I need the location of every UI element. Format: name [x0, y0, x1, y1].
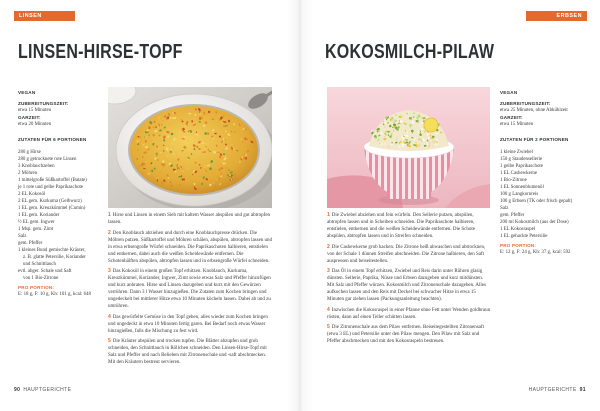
- chapter-tab-erbsen: ERBSEN: [526, 11, 587, 21]
- step-text: Inzwischen die Kokosraspel in einer Pfanne ohne Fett unter Wenden goldbraun rösten, dann auf einen Teller schütten lassen.: [327, 307, 491, 320]
- food-piece: [239, 161, 241, 163]
- ingredient-item: [500, 170, 592, 177]
- ingredient-item: [18, 163, 106, 170]
- food-piece: [172, 117, 175, 119]
- ingredient-line: je 1 rote und gelbe Paprikaschote: [18, 185, 84, 190]
- ingredient-item: [18, 205, 106, 212]
- food-piece: [223, 153, 225, 155]
- prep-time-label: ZUBEREITUNGSZEIT:: [18, 101, 69, 106]
- food-piece: [406, 135, 408, 138]
- food-piece: [396, 138, 398, 140]
- food-piece: [198, 148, 200, 149]
- step-text: Die Zitronenschale aus dem Pilaw entfernen. Beiseitegestellten Zitronensaft (etwa 3 EL) und Petersilie unter den Pilaw mengen. Den Pilaw mit Salz und Pfeffer abschmecken und mit den Kokosraspeln bestreuen.: [327, 325, 484, 344]
- step-text: Die Cashewkerne grob hacken. Die Zitrone heiß abwaschen und abtrocknen, von der Schale 1 dünnen Streifen abschneiden. Die Zitrone halbieren, den Saft auspressen und beiseitestellen.: [327, 244, 486, 264]
- food-piece: [384, 119, 386, 121]
- food-piece: [209, 167, 212, 170]
- coconut-pilaf-photo: [327, 87, 490, 208]
- ingredient-item: [18, 184, 106, 191]
- food-piece: [413, 116, 415, 118]
- food-piece: [383, 138, 386, 141]
- ingredient-line: 2 Möhren: [18, 171, 38, 176]
- ingredient-line: 2 EL Kokosöl: [18, 192, 46, 197]
- ingredient-line: 280 g Hirse: [18, 150, 41, 155]
- food-piece: [207, 132, 209, 135]
- ingredient-item: [500, 212, 592, 219]
- step-text: Das Öl in einem Topf erhitzen, Zwiebel und Reis darin unter Rühren glasig dünsten. Sellerie, Paprika, Nüsse und Erbsen dazugeben und kurz mitdünsten. Mit Salz und Pfeffer würzen. Kokosmilch und Zitronenschale dazugeben. Alles aufkochen lassen und den Reis mit Deckel bei schwacher Hitze in etwa 15 Minuten gar ziehen lassen (Packungsanleitung beachten).: [327, 269, 486, 302]
- ingredient-item: [18, 156, 106, 163]
- ingredient-line: 1 kleines Bund gemischte Kräuter,: [18, 248, 86, 253]
- food-piece: [236, 150, 238, 151]
- ingredient-item: [500, 191, 592, 198]
- cook-time-label: GARZEIT:: [500, 115, 523, 120]
- prep-time-value: etwa 15 Minuten: [18, 108, 52, 113]
- ingredient-item: [500, 219, 592, 226]
- ingredient-line: 1 EL gem. Koriander: [18, 213, 60, 218]
- step-number: 1: [108, 212, 111, 218]
- step-text: Den Knoblauch abziehen und durch eine Knoblauchpresse drücken. Die Möhren putzen. Süßkartoffel und Möhren schälen, abspülen, abtropfen lassen und in etwa erbsengroße Würfel schneiden. Die Paprikaschoten halbieren, entstielen und entkernen, dabei auch die weißen Scheidewände entfernen. Die Schotenhälften abspülen, abtropfen lassen und in erbsengroße Würfel schneiden.: [108, 230, 273, 264]
- step-number: 4: [327, 306, 330, 313]
- food-piece: [212, 182, 213, 183]
- food-piece: [147, 173, 150, 175]
- ingredient-item: [500, 156, 592, 163]
- food-piece: [211, 119, 214, 120]
- ingredient-item: [18, 247, 106, 268]
- chapter-tab-linsen: LINSEN: [14, 11, 75, 21]
- nutrition-value: E: 18 g, F: 10 g, Kh: 101 g, kcal: 648: [18, 292, 91, 297]
- step-text: Das gewürfelte Gemüse in den Topf geben, alles wieder zum Kochen bringen und ungedeckt in etwa 10 Minuten fertig garen. Bei Bedarf noch etwas Wasser hinzugießen, falls die Mischung zu fest wird.: [108, 314, 268, 334]
- lentil-millet-stew-photo: [108, 87, 272, 208]
- nutrition-value: E: 12 g, F: 24 g, Kh: 37 g, kcal: 592: [500, 250, 571, 255]
- ingredient-item: [18, 177, 106, 184]
- food-piece: [202, 152, 203, 153]
- ingredient-line: evtl. abger. Schale und Saft: [18, 269, 72, 274]
- ingredient-item: [500, 163, 592, 170]
- recipe-step: [108, 338, 273, 366]
- recipe-step: [327, 307, 491, 321]
- food-piece: [225, 130, 226, 132]
- ingredient-line: 1 EL Kokosraspel: [500, 227, 536, 232]
- diet-label: VEGAN: [500, 90, 518, 95]
- ingredient-item: [18, 219, 106, 226]
- recipe-title-kokosmilch-pilaw: KOKOSMILCH-PILAW: [325, 41, 495, 63]
- step-text: Hirse und Linsen in einem Sieb mit kaltem Wasser abspülen und gut abtropfen lassen.: [108, 213, 271, 225]
- food-piece: [158, 135, 160, 137]
- food-piece: [169, 120, 171, 121]
- ingredient-item: [18, 191, 106, 198]
- food-piece: [226, 167, 227, 168]
- ingredient-item: [500, 177, 592, 184]
- prep-time-label: ZUBEREITUNGSZEIT:: [500, 101, 551, 106]
- section-name: HAUPTGERICHTE: [528, 387, 577, 393]
- food-piece: [182, 179, 185, 181]
- step-number: 1: [327, 212, 330, 218]
- ingredient-line: Salz: [18, 234, 27, 239]
- ingredient-item: [18, 268, 106, 282]
- ingredient-list: [18, 149, 106, 282]
- food-piece: [171, 133, 174, 135]
- step-text: Das Kokosöl in einem großen Topf erhitzen. Knoblauch, Kurkuma, Kreuzkümmel, Koriander, Ingwer, Zimt sowie etwas Salz und Pfeffer hinzufügen und kurz anbraten. Hirse und Linsen dazugeben und kurz mit den Gewürzen verrühren. Dann 3 l Wasser hinzugießen. Die Zutaten zum Kochen bringen und ungedeckelt bei mittlerer Hitze etwa 10 Minuten köcheln lassen. Dabei ab und zu umrühren.: [108, 269, 271, 309]
- ingredient-list: [500, 149, 592, 240]
- ingredient-line: von 1 Bio-Zitrone: [23, 276, 59, 281]
- page-footer-right: [529, 386, 586, 394]
- ingredient-line: gem. Pfeffer: [500, 213, 525, 218]
- recipe-step: [108, 314, 273, 335]
- prep-time-value: etwa 25 Minuten, ohne Abkühlzeit: [500, 108, 568, 113]
- cook-time-value: etwa 15 Minuten: [500, 122, 534, 127]
- bowl-foot: [387, 190, 431, 199]
- recipe-step: [108, 212, 273, 226]
- food-piece: [161, 182, 163, 185]
- step-number: 2: [327, 243, 330, 250]
- ingredient-line: 1 EL Cashewkerne: [500, 171, 538, 176]
- food-piece: [169, 163, 172, 165]
- ingredient-line: 1 EL Sonnenblumenöl: [500, 185, 544, 190]
- ingredient-line: 100 g Langkornreis: [500, 192, 539, 197]
- lemon-slice: [424, 118, 438, 132]
- ingredient-line: 100 g Erbsen (TK oder frisch gepalt): [500, 199, 573, 204]
- food-piece: [410, 125, 411, 128]
- food-piece: [391, 133, 393, 135]
- ingredient-item: [18, 226, 106, 233]
- section-name: HAUPTGERICHTE: [23, 387, 72, 393]
- ingredient-item: [18, 170, 106, 177]
- page-number: 91: [579, 387, 586, 393]
- step-number: 4: [108, 313, 111, 320]
- recipe-info-left: [18, 89, 106, 298]
- food-piece: [139, 165, 141, 166]
- ingredient-line: 200 ml Kokosmilch (aus der Dose): [500, 220, 569, 225]
- step-number: 3: [108, 268, 111, 274]
- ingredient-line: 1 EL gehackte Petersilie: [500, 234, 548, 239]
- food-piece: [419, 125, 420, 127]
- recipe-step: [327, 244, 491, 265]
- ingredient-item: [500, 198, 592, 205]
- ingredient-line: 3 Knoblauchzehen: [18, 164, 55, 169]
- nutrition-label: PRO PORTION:: [18, 285, 55, 290]
- stew-photo-image: [108, 87, 272, 208]
- food-piece: [212, 138, 214, 139]
- recipe-info-right: [500, 89, 592, 256]
- ingredient-item: [500, 184, 592, 191]
- ingredient-item: [18, 233, 106, 240]
- food-piece: [417, 120, 418, 123]
- step-text: Die Kräuter abspülen und trocken tupfen. Die Blätter abzupfen und grob schneiden, den Schnittlauch in Röllchen schneiden. Den Linsen-Hirse-Topf mit Salz und Pfeffer und nach Belieben mit Zitronenschale und -saft abschmecken. Mit den Kräutern bestreut servieren.: [108, 339, 267, 365]
- food-piece: [182, 138, 185, 139]
- page-footer-left: [14, 386, 71, 394]
- ingredient-line: 150 g Staudensellerie: [500, 157, 543, 162]
- food-piece: [404, 134, 406, 136]
- food-piece: [196, 132, 197, 133]
- ingredient-line: gem. Pfeffer: [18, 241, 43, 246]
- ingredient-item: [500, 233, 592, 240]
- food-piece: [163, 139, 165, 141]
- cook-time-value: etwa 20 Minuten: [18, 122, 52, 127]
- step-number: 5: [108, 338, 111, 344]
- food-piece: [379, 143, 380, 144]
- preparation-steps: [108, 212, 273, 370]
- step-number: 3: [327, 268, 330, 274]
- ingredient-line: z. B. glatte Petersilie, Koriander: [23, 255, 86, 260]
- food-piece: [203, 137, 205, 139]
- ingredient-line: ½ EL gem. Ingwer: [18, 220, 55, 225]
- diet-label: VEGAN: [18, 90, 36, 95]
- recipe-step: [108, 268, 273, 310]
- ingredient-line: 1 gelbe Paprikaschote: [500, 164, 543, 169]
- ingredient-item: [500, 149, 592, 156]
- food-piece: [375, 137, 376, 139]
- ingredient-item: [18, 240, 106, 247]
- ingredient-line: 1 Bio-Zitrone: [500, 178, 527, 183]
- food-piece: [409, 117, 412, 120]
- recipe-step: [327, 268, 491, 303]
- food-piece: [183, 136, 185, 138]
- ingredient-line: 1 mittelgroße Süßkartoffel (Batate): [18, 178, 87, 183]
- cook-time-label: GARZEIT:: [18, 115, 41, 120]
- food-piece: [158, 117, 159, 120]
- food-piece: [214, 133, 216, 134]
- page-number: 90: [14, 387, 21, 393]
- ingredient-line: 1 kleine Zwiebel: [500, 150, 533, 155]
- ingredient-line: und Schnittlauch: [23, 262, 57, 267]
- food-piece: [233, 123, 235, 125]
- ingredient-item: [500, 226, 592, 233]
- food-piece: [387, 131, 389, 133]
- ingredient-line: Salz: [500, 206, 509, 211]
- ingredient-item: [18, 212, 106, 219]
- preparation-steps: [327, 212, 491, 349]
- servings-heading: ZUTATEN FÜR 6 PORTIONEN: [18, 137, 87, 142]
- stew: [130, 106, 258, 194]
- food-piece: [154, 121, 156, 123]
- food-piece: [396, 122, 398, 124]
- ingredient-line: 1 Msp. gem. Zimt: [18, 227, 54, 232]
- book-gutter: [286, 0, 314, 411]
- pilaf-photo-image: [327, 87, 490, 208]
- ingredient-line: 2 EL gem. Kurkuma (Gelbwurz): [18, 199, 82, 204]
- ingredient-line: 280 g getrocknete rote Linsen: [18, 157, 77, 162]
- step-number: 5: [327, 324, 330, 330]
- recipe-step: [108, 230, 273, 265]
- step-text: Die Zwiebel abziehen und fein würfeln. Den Sellerie putzen, abspülen, abtropfen lassen und in Scheiben schneiden. Die Paprikaschote halbieren, entstielen, entkernen und die weißen Scheidewände entfernen. Die Schote abspülen, abtropfen lassen und in Streifen schneiden.: [327, 213, 476, 239]
- food-piece: [395, 114, 396, 115]
- food-piece: [199, 117, 202, 120]
- food-piece: [156, 178, 159, 179]
- ingredient-item: [18, 149, 106, 156]
- nutrition-label: PRO PORTION:: [500, 243, 537, 248]
- recipe-step: [327, 324, 491, 345]
- step-number: 2: [108, 229, 111, 236]
- ingredient-line: 1 EL gem. Kreuzkümmel (Cumin): [18, 206, 86, 211]
- food-piece: [221, 160, 223, 162]
- servings-heading: ZUTATEN FÜR 2 PORTIONEN: [500, 137, 569, 142]
- recipe-title-linsen-hirse-topf: LINSEN-HIRSE-TOPF: [18, 41, 183, 63]
- food-piece: [247, 150, 248, 152]
- food-piece: [426, 133, 428, 135]
- ingredient-item: [18, 198, 106, 205]
- recipe-step: [327, 212, 491, 240]
- ingredient-item: [500, 205, 592, 212]
- food-piece: [423, 117, 426, 119]
